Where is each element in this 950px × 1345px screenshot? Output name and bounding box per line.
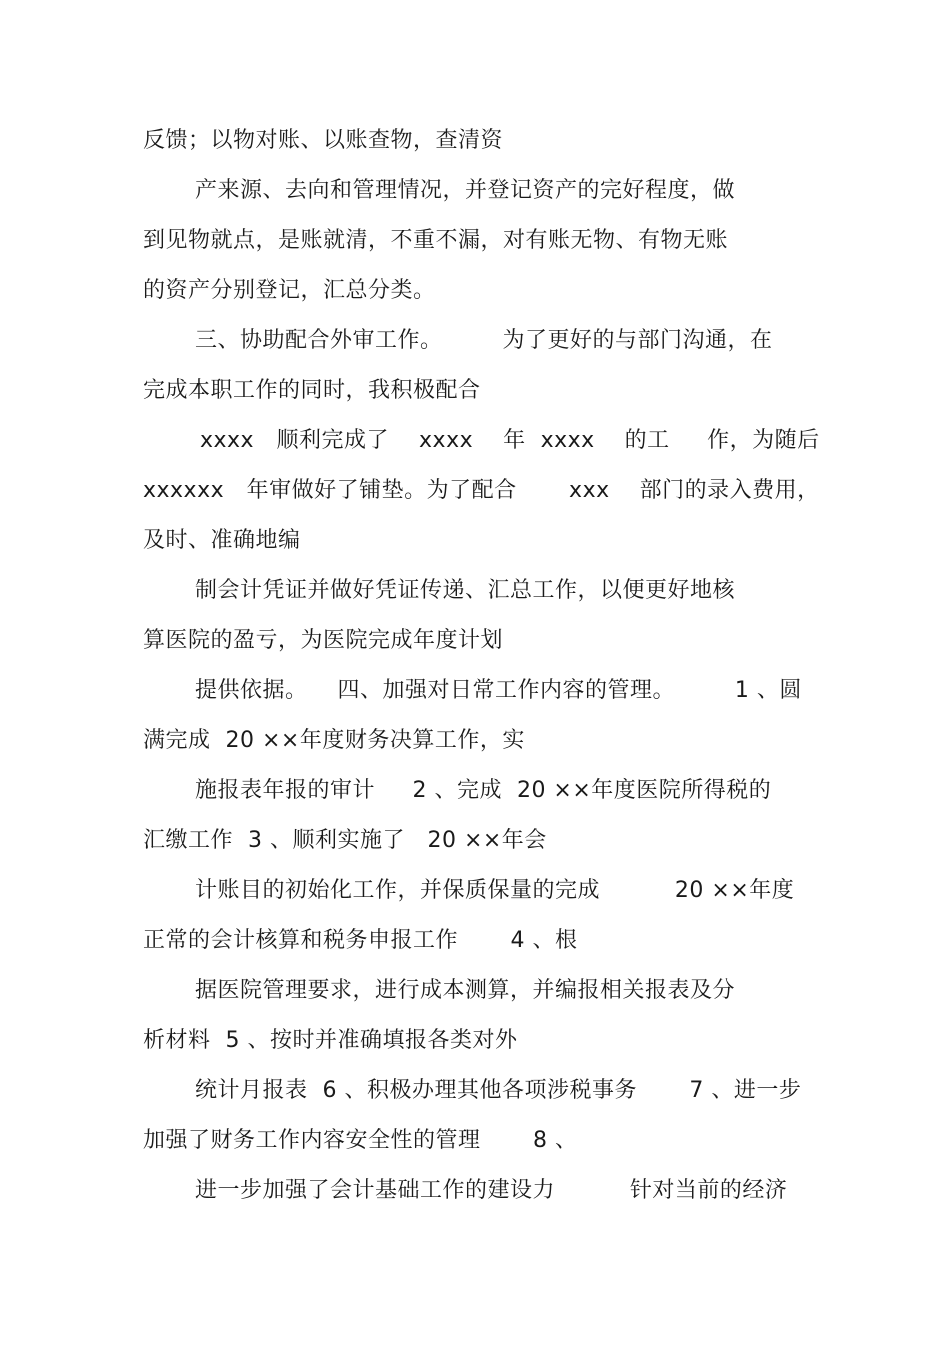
text-line: 及时、准确地编	[143, 528, 301, 553]
text-line: 完成本职工作的同时，我积极配合	[143, 378, 481, 403]
text-line: 汇缴工作 3 、顺利实施了 20 ××年会	[143, 828, 547, 853]
text-line: xxxx 顺利完成了 xxxx 年 xxxx 的工 作，为随后	[200, 428, 820, 453]
text-line: 反馈；以物对账、以账查物，查清资	[143, 128, 504, 153]
text-line: 析材料 5 、按时并准确填报各类对外	[143, 1028, 518, 1053]
text-line: 制会计凭证并做好凭证传递、汇总工作，以便更好地核	[195, 578, 736, 603]
text-line: 产来源、去向和管理情况，并登记资产的完好程度，做	[195, 178, 736, 203]
text-line: 计账目的初始化工作，并保质保量的完成 20 ××年度	[195, 878, 795, 903]
text-line: 算医院的盈亏，为医院完成年度计划	[143, 628, 504, 653]
text-line: 统计月报表 6 、积极办理其他各项涉税事务 7 、进一步	[195, 1078, 802, 1103]
text-line: 施报表年报的审计 2 、完成 20 ××年度医院所得税的	[195, 778, 772, 803]
text-line: 正常的会计核算和税务申报工作 4 、根	[143, 928, 578, 953]
text-line: 进一步加强了会计基础工作的建设力 针对当前的经济	[195, 1178, 788, 1203]
text-line: 到见物就点，是账就清，不重不漏，对有账无物、有物无账	[143, 228, 729, 253]
text-line: 加强了财务工作内容安全性的管理 8 、	[143, 1128, 578, 1153]
text-line: 提供依据。 四、加强对日常工作内容的管理。 1 、圆	[195, 678, 802, 703]
text-line: 三、协助配合外审工作。 为了更好的与部门沟通，在	[195, 328, 773, 353]
text-line: 的资产分别登记，汇总分类。	[143, 278, 436, 303]
text-line: 满完成 20 ××年度财务决算工作，实	[143, 728, 525, 753]
text-line: 据医院管理要求，进行成本测算，并编报相关报表及分	[195, 978, 736, 1003]
text-line: xxxxxx 年审做好了铺垫。为了配合 xxx 部门的录入费用，	[143, 478, 820, 503]
